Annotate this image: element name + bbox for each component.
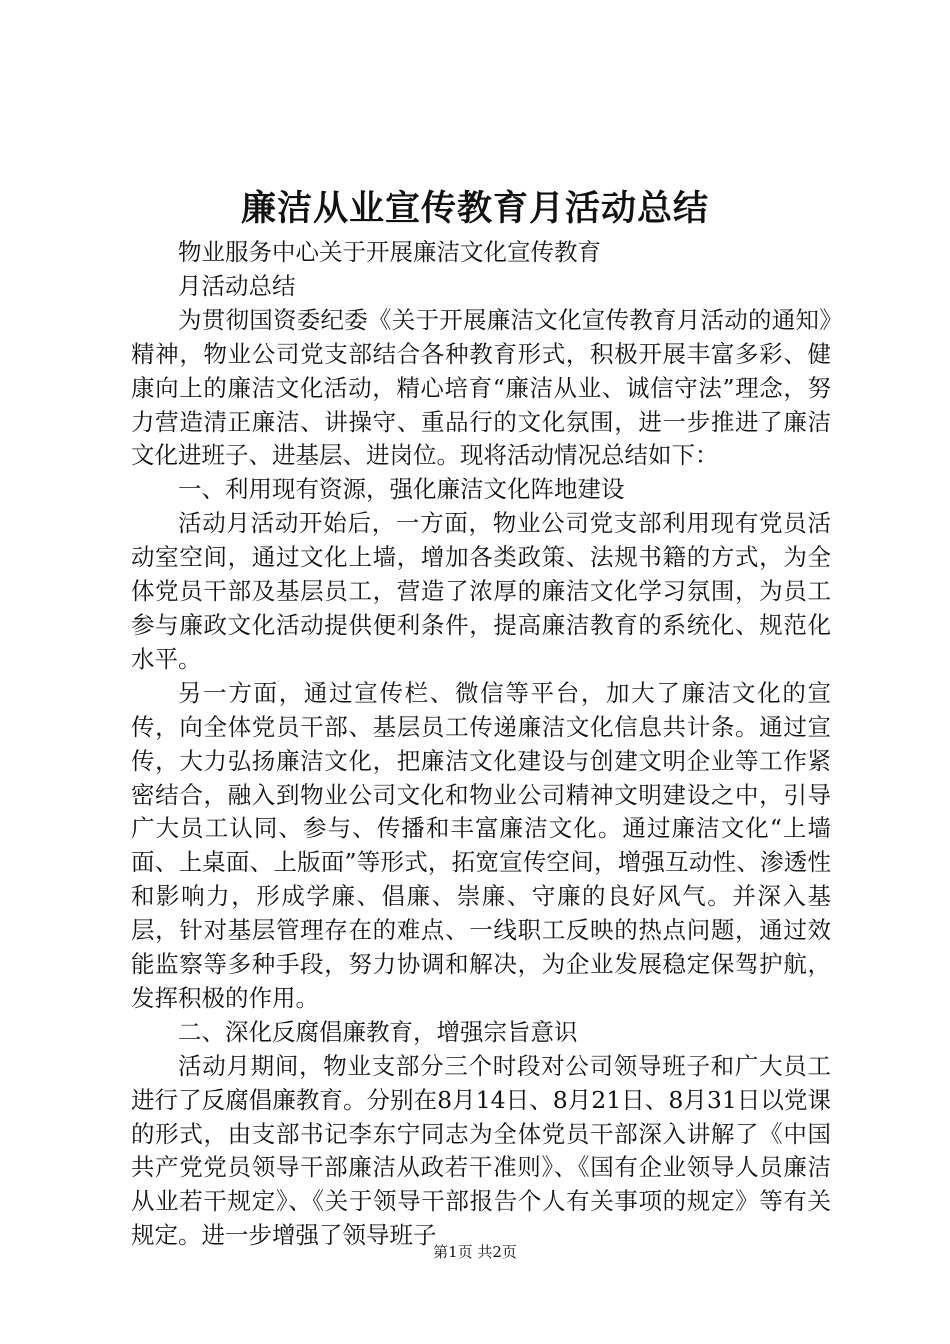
section-heading-2: 二、深化反腐倡廉教育，增强宗旨意识: [178, 1017, 578, 1046]
body-paragraph: 活动月期间，物业支部分三个时段对公司领导班子和广大员工进行了反腐倡廉教育。分别在8月14日、8月21日、8月31日以党课的形式，由支部书记李东宁同志为全体党员干部深入讲解了《中国共产党党员领导干部廉洁从政若干准则》、《国有企业领导人员廉洁从业若干规定》、《关于领导干部报告个人有关事项的规定》等有关规定。进一步增强了领导班子: [131, 1051, 831, 1250]
subtitle-line-1: 物业服务中心关于开展廉洁文化宣传教育: [178, 238, 601, 266]
page-footer: 第1页 共2页: [433, 1243, 517, 1261]
body-paragraph: 另一方面，通过宣传栏、微信等平台，加大了廉洁文化的宣传，向全体党员干部、基层员工传递廉洁文化信息共计条。通过宣传，大力弘扬廉洁文化，把廉洁文化建设与创建文明企业等工作紧密结合，融入到物业公司文化和物业公司精神文明建设之中，引导广大员工认同、参与、传播和丰富廉洁文化。通过廉洁文化“上墙面、上桌面、上版面”等形式，拓宽宣传空间，增强互动性、渗透性和影响力，形成学廉、倡廉、崇廉、守廉的良好风气。并深入基层，针对基层管理存在的难点、一线职工反映的热点问题，通过效能监察等多种手段，努力协调和解决，为企业发展稳定保驾护航，发挥积极的作用。: [131, 678, 831, 1012]
document-title: 廉洁从业宣传教育月活动总结: [240, 188, 709, 229]
section-heading-1: 一、利用现有资源，强化廉洁文化阵地建设: [178, 475, 625, 504]
intro-paragraph: 为贯彻国资委纪委《关于开展廉洁文化宣传教育月活动的通知》精神，物业公司党支部结合各种教育形式，积极开展丰富多彩、健康向上的廉洁文化活动，精心培育“廉洁从业、诚信守法”理念，努力营造清正廉洁、讲操守、重品行的文化氛围，进一步推进了廉洁文化进班子、进基层、进岗位。现将活动情况总结如下：: [131, 305, 831, 470]
document-body: [131, 236, 831, 1253]
subtitle-line-2: 月活动总结: [178, 271, 296, 300]
body-paragraph: 活动月活动开始后，一方面，物业公司党支部利用现有党员活动室空间，通过文化上墙，增加各类政策、法规书籍的方式，为全体党员干部及基层员工，营造了浓厚的廉洁文化学习氛围，为员工参与廉政文化活动提供便利条件，提高廉洁教育的系统化、规范化水平。: [131, 509, 831, 673]
